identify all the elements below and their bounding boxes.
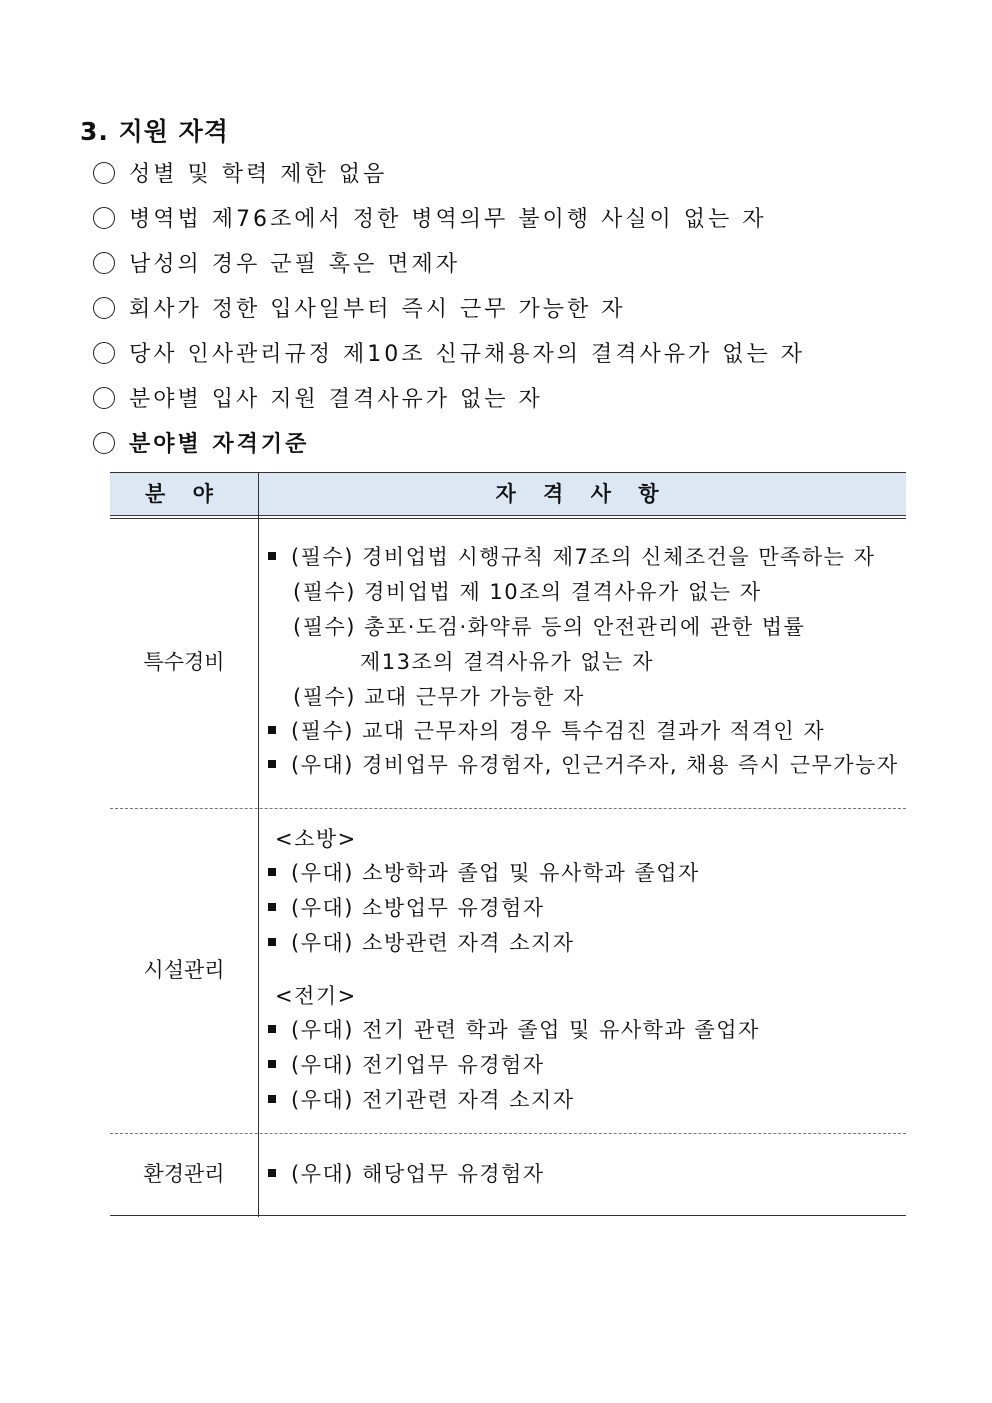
square-bullet-icon	[268, 760, 276, 768]
field-cell: 특수경비	[143, 650, 225, 674]
requirement-item: 병역법 제76조에서 정한 병역의무 불이행 사실이 없는 자	[93, 205, 767, 235]
row-divider	[110, 1133, 906, 1134]
requirement-item: 분야별 자격기준	[93, 430, 309, 460]
circle-bullet-icon	[93, 252, 115, 274]
group-label: <전기>	[275, 984, 357, 1008]
field-cell: 환경관리	[143, 1162, 225, 1186]
circle-bullet-icon	[93, 432, 115, 454]
square-bullet-icon	[268, 903, 276, 911]
circle-bullet-icon	[93, 342, 115, 364]
requirement-item: 남성의 경우 군필 혹은 면제자	[93, 250, 460, 280]
square-bullet-icon	[268, 552, 276, 560]
circle-bullet-icon	[93, 207, 115, 229]
requirement-item: 분야별 입사 지원 결격사유가 없는 자	[93, 385, 543, 415]
qualification-line: (필수) 경비업법 시행규칙 제7조의 신체조건을 만족하는 자	[268, 542, 875, 572]
square-bullet-icon	[268, 1095, 276, 1103]
qualification-line: 제13조의 결격사유가 없는 자	[360, 650, 654, 674]
qualification-line: (우대) 소방관련 자격 소지자	[268, 928, 575, 958]
qualification-line: (필수) 총포·도검·화약류 등의 안전관리에 관한 법률	[293, 615, 806, 639]
square-bullet-icon	[268, 938, 276, 946]
qualification-line: (우대) 전기업무 유경험자	[268, 1050, 545, 1080]
qualification-line: (우대) 전기 관련 학과 졸업 및 유사학과 졸업자	[268, 1015, 760, 1045]
square-bullet-icon	[268, 1060, 276, 1068]
qualification-line: (우대) 전기관련 자격 소지자	[268, 1085, 575, 1115]
square-bullet-icon	[268, 868, 276, 876]
group-label: <소방>	[275, 827, 357, 851]
qualification-line: (우대) 소방업무 유경험자	[268, 893, 545, 923]
qualification-line: (필수) 경비업법 제 10조의 결격사유가 없는 자	[293, 580, 762, 604]
square-bullet-icon	[268, 1025, 276, 1033]
qualification-line: (필수) 교대 근무자의 경우 특수검진 결과가 적격인 자	[268, 716, 825, 746]
column-divider	[258, 472, 259, 1217]
table-header	[110, 472, 906, 516]
requirement-item: 성별 및 학력 제한 없음	[93, 160, 387, 190]
header-qualification: 자 격 사 항	[495, 482, 669, 506]
qualification-line: (필수) 교대 근무가 가능한 자	[293, 685, 585, 709]
qualification-line: (우대) 소방학과 졸업 및 유사학과 졸업자	[268, 858, 700, 888]
field-cell: 시설관리	[143, 958, 225, 982]
requirement-item: 당사 인사관리규정 제10조 신규채용자의 결격사유가 없는 자	[93, 340, 805, 370]
header-field: 분 야	[145, 482, 223, 506]
table-bottom-border	[110, 1215, 906, 1216]
qualification-line: (우대) 해당업무 유경험자	[268, 1159, 545, 1189]
requirement-item: 회사가 정한 입사일부터 즉시 근무 가능한 자	[93, 295, 626, 325]
qualification-table	[110, 472, 906, 1217]
section-title: 3. 지원 자격	[80, 117, 229, 146]
row-divider	[110, 808, 906, 809]
header-divider	[110, 518, 906, 519]
square-bullet-icon	[268, 726, 276, 734]
circle-bullet-icon	[93, 162, 115, 184]
circle-bullet-icon	[93, 297, 115, 319]
circle-bullet-icon	[93, 387, 115, 409]
header-divider	[110, 515, 906, 516]
square-bullet-icon	[268, 1169, 276, 1177]
qualification-line: (우대) 경비업무 유경험자, 인근거주자, 채용 즉시 근무가능자	[268, 750, 899, 780]
